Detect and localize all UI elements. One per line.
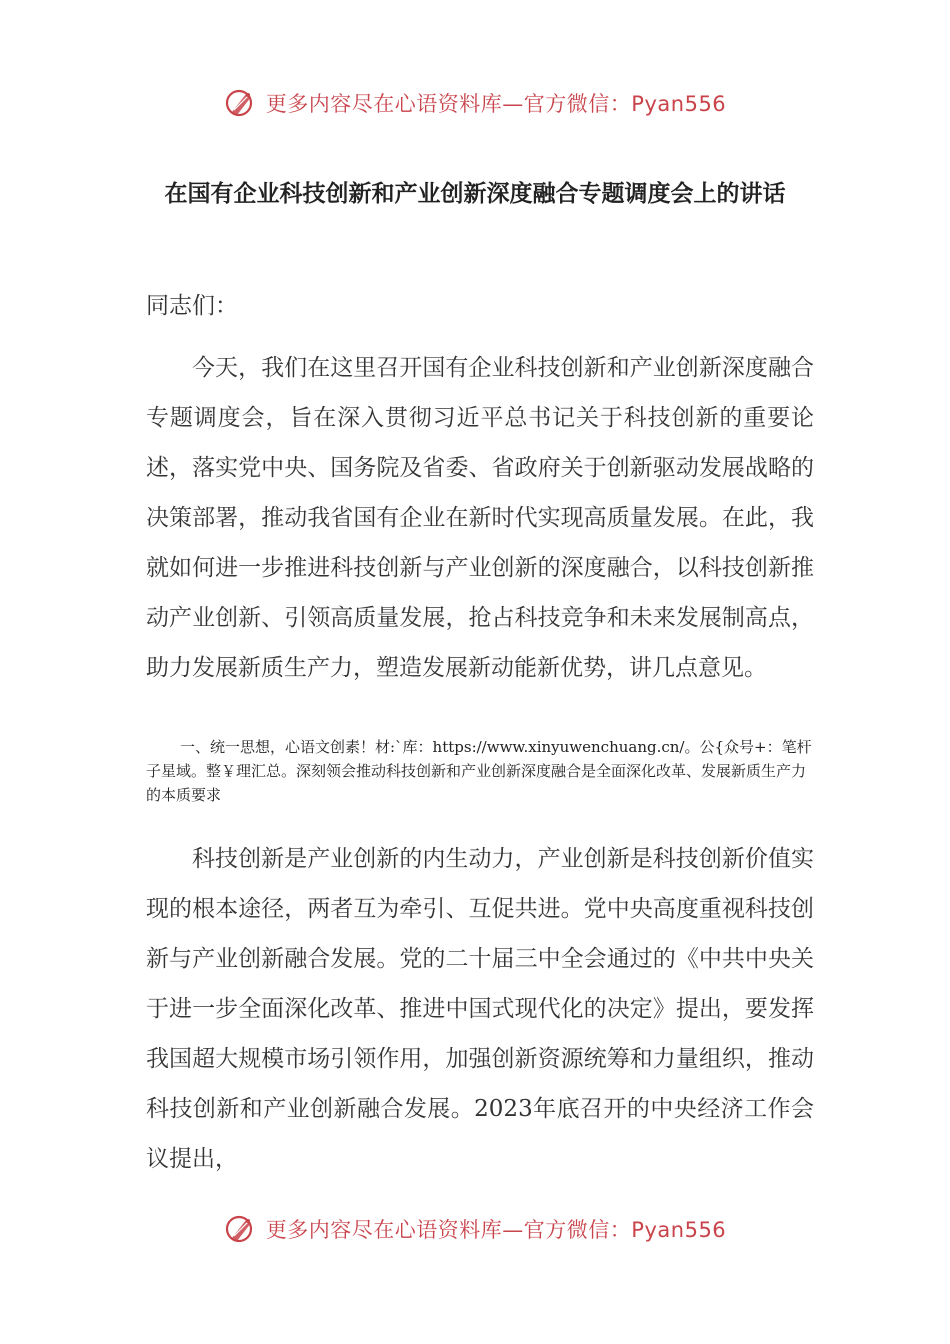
- footer-banner: [0, 1206, 950, 1252]
- pen-nib-logo-icon: [224, 1212, 258, 1246]
- footer-banner-text: 更多内容尽在心语资料库—官方微信：Pyan556: [265, 1218, 727, 1242]
- header-banner-text: 更多内容尽在心语资料库—官方微信：Pyan556: [265, 92, 727, 116]
- section-heading-1: 一、统一思想，心语文创素！材:`库：https://www.xinyuwenchuang.cn/。公{众号+：笔杆子星域。整￥理汇总。深刻领会推动科技创新和产业创新深度融合是全面深化改革、发展新质生产力的本质要求: [146, 738, 812, 804]
- paragraph-intro: 今天，我们在这里召开国有企业科技创新和产业创新深度融合专题调度会，旨在深入贯彻习近平总书记关于科技创新的重要论述，落实党中央、国务院及省委、省政府关于创新驱动发展战略的决策部署，推动我省国有企业在新时代实现高质量发展。在此，我就如何进一步推进科技创新与产业创新的深度融合，以科技创新推动产业创新、引领高质量发展，抢占科技竞争和未来发展制高点，助力发展新质生产力，塑造发展新动能新优势，讲几点意见。: [146, 355, 814, 681]
- header-banner: [0, 80, 950, 126]
- document-title: 在国有企业科技创新和产业创新深度融合专题调度会上的讲话: [164, 181, 786, 207]
- salutation: 同志们：: [146, 293, 238, 319]
- pen-nib-logo-icon: [224, 86, 258, 120]
- paragraph-body: 科技创新是产业创新的内生动力，产业创新是科技创新价值实现的根本途径，两者互为牵引、互促共进。党中央高度重视科技创新与产业创新融合发展。党的二十届三中全会通过的《中共中央关于进一步全面深化改革、推进中国式现代化的决定》提出，要发挥我国超大规模市场引领作用，加强创新资源统筹和力量组织，推动科技创新和产业创新融合发展。2023年底召开的中央经济工作会议提出，: [146, 846, 814, 1172]
